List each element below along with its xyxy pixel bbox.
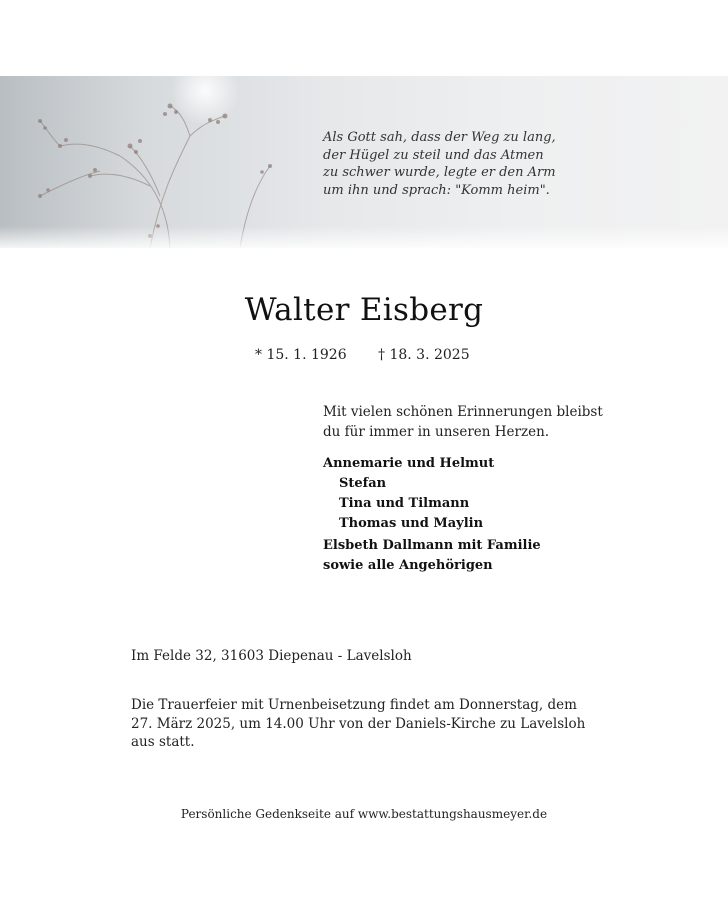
poem-line: um ihn und sprach: "Komm heim". [323,182,550,198]
poem-line: zu schwer wurde, legte er den Arm [323,165,556,180]
poem-line: Als Gott sah, dass der Weg zu lang, [323,130,556,145]
dried-flower-branch-image [0,76,300,248]
ceremony-line: 27. März 2025, um 14.00 Uhr von der Daniels-Kirche zu Lavelsloh [131,715,586,732]
memorial-website-note: Persönliche Gedenkseite auf www.bestattungshausmeyer.de [180,807,548,821]
memory-text [323,402,663,442]
family-child: Thomas und Maylin [339,516,484,531]
memorial-poem [323,129,623,199]
poem-line: der Hügel zu steil und das Atmen [323,147,544,163]
memory-line: Mit vielen schönen Erinnerungen bleibst [323,404,603,420]
family-other: sowie alle Angehörigen [323,558,493,573]
family-primary: Annemarie und Helmut [323,456,495,471]
family-other: Elsbeth Dallmann mit Familie [323,538,541,553]
family-child: Tina und Tilmann [339,496,470,511]
death-date: † 18. 3. 2025 [378,347,470,363]
memory-line: du für immer in unseren Herzen. [323,424,550,440]
deceased-name: Walter Eisberg [244,292,484,328]
ceremony-line: Die Trauerfeier mit Urnenbeisetzung findet am Donnerstag, dem [131,697,577,713]
funeral-ceremony-notice [131,696,611,752]
family-address: Im Felde 32, 31603 Diepenau - Lavelsloh [131,648,412,664]
family-child: Stefan [339,476,387,491]
ceremony-line: aus statt. [131,734,195,750]
family-signature [323,454,663,576]
birth-date: * 15. 1. 1926 [255,347,347,363]
